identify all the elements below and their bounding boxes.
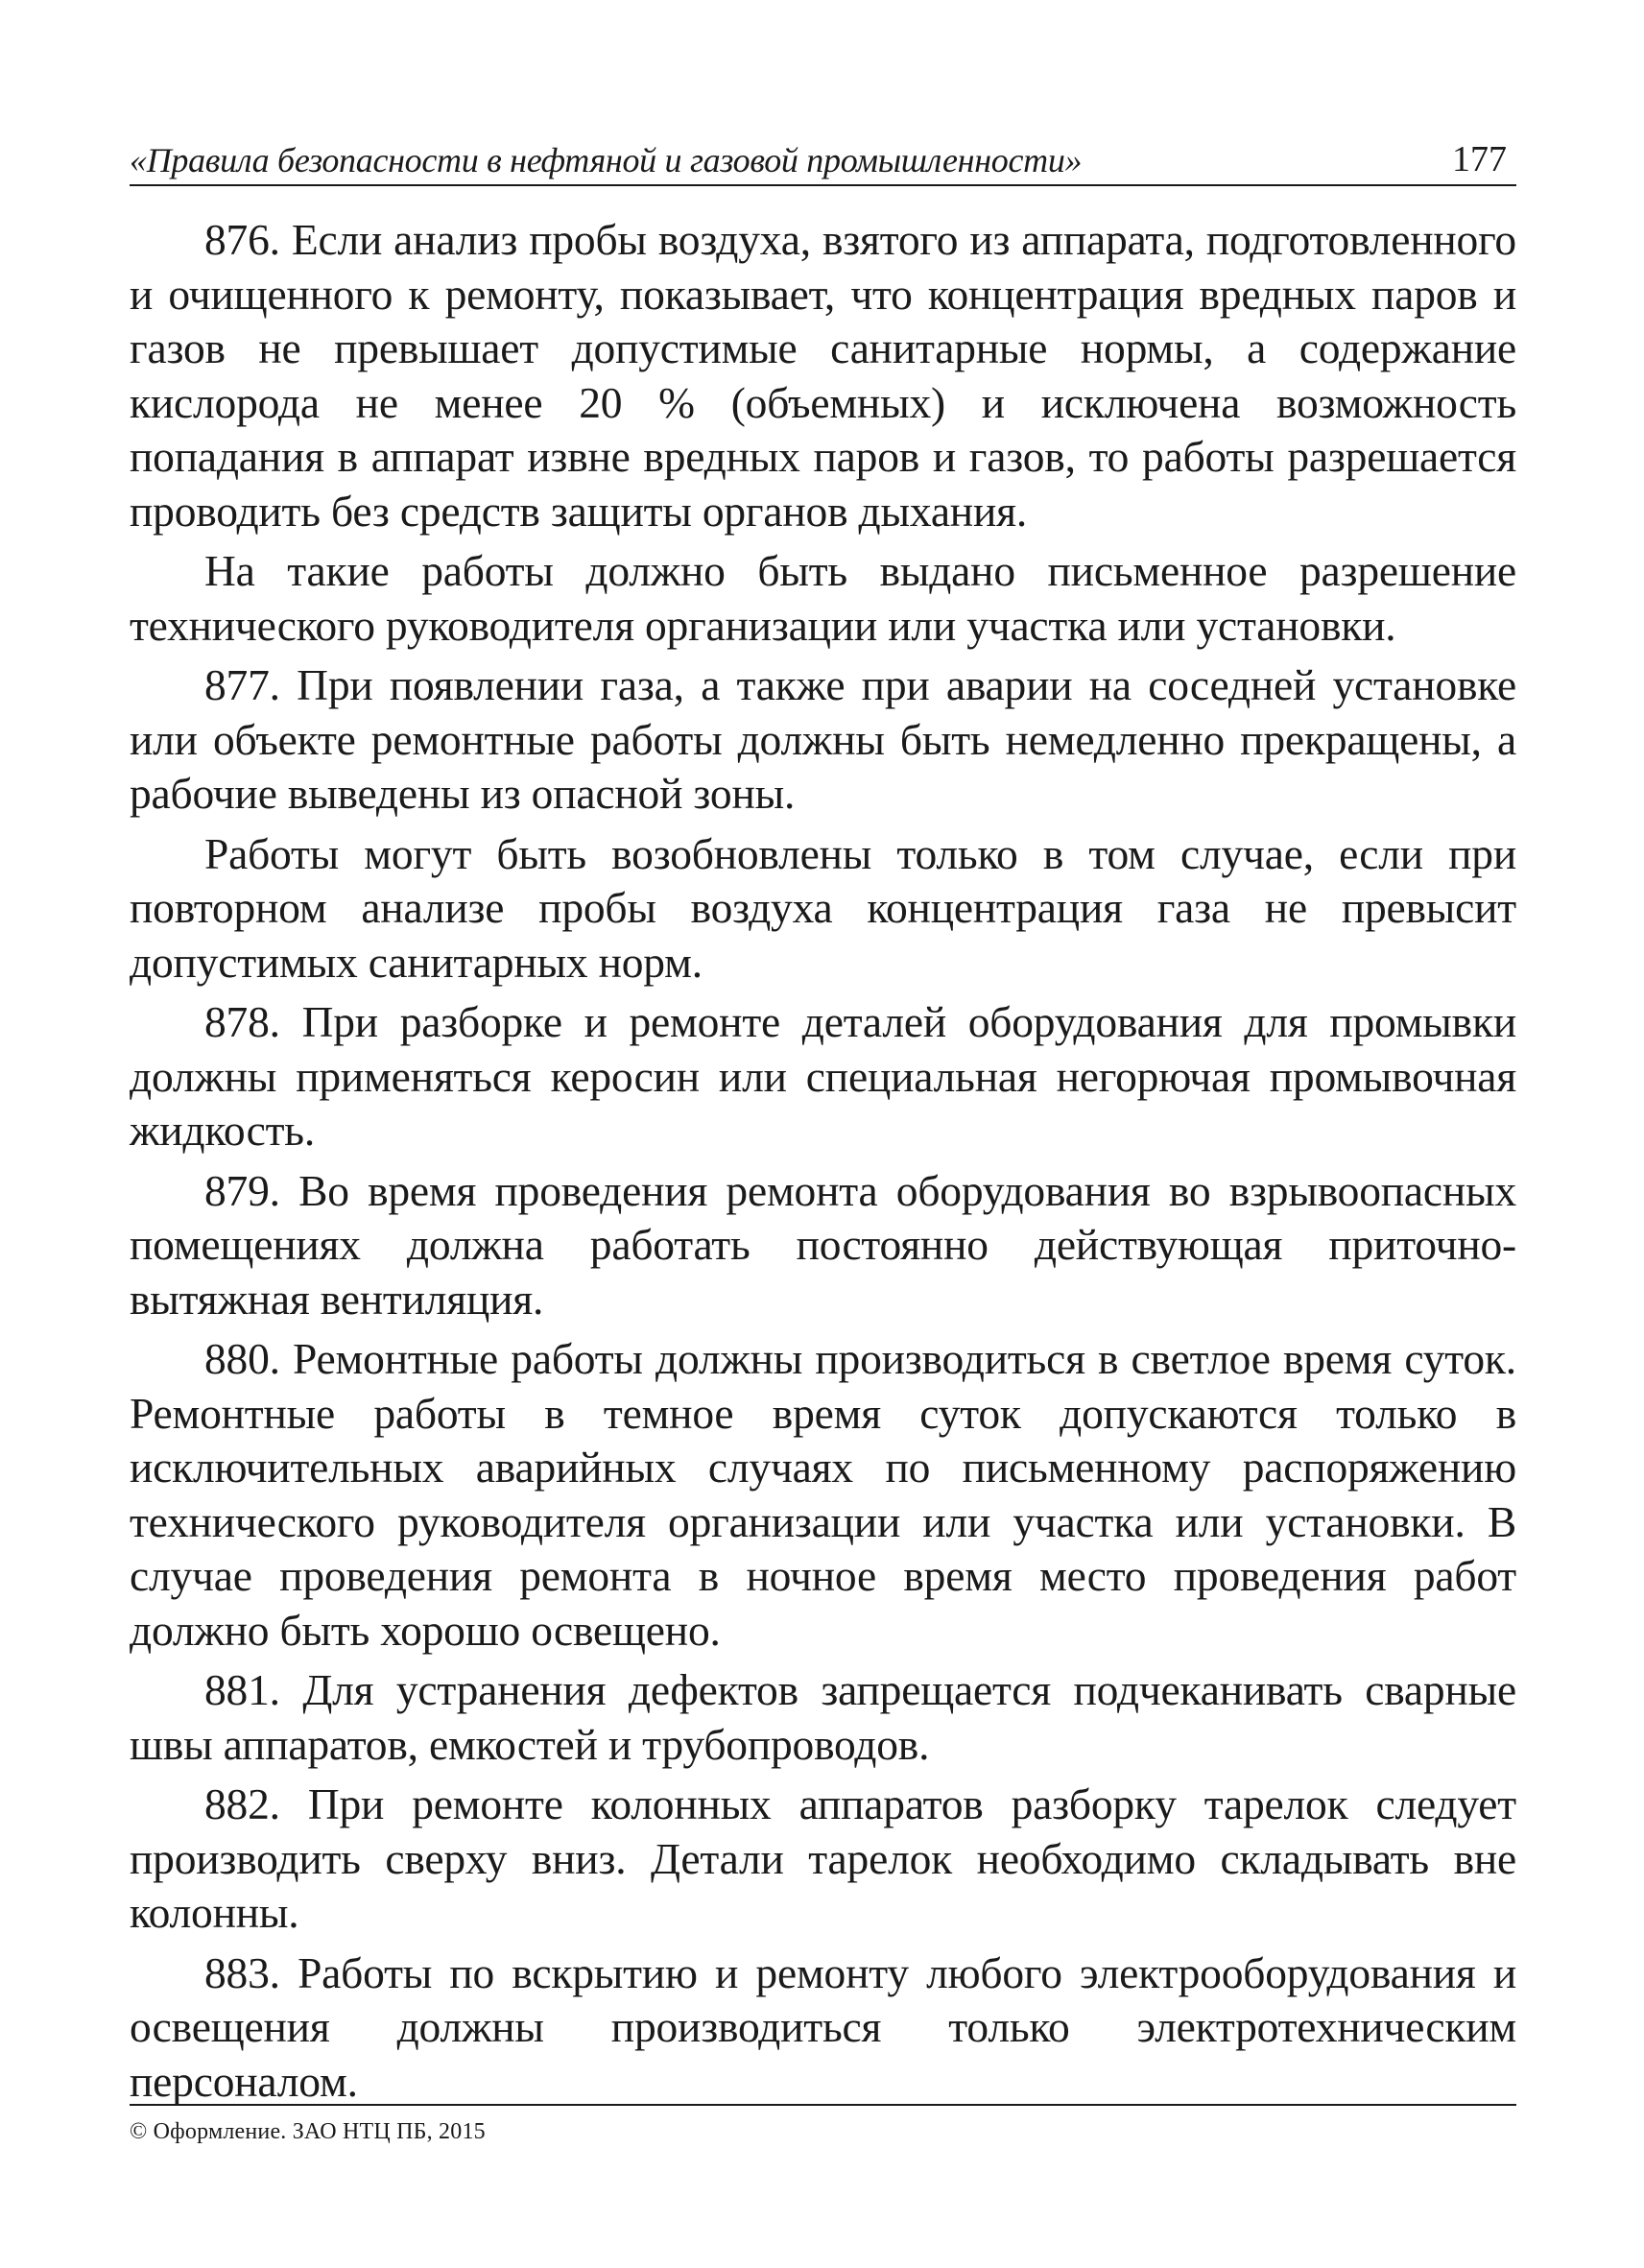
- page-footer: [130, 2104, 1516, 2145]
- running-header: [130, 125, 1516, 186]
- paragraph-880: 880. Ремонтные работы должны производиться в светлое время суток. Ремонтные работы в темное время суток допускаются только в исключительных аварийных случаях по письменному распоряжению технического руководителя организации или участка или установки. В случае проведения ремонта в ночное время место проведения работ должно быть хорошо освещено.: [130, 1334, 1516, 1655]
- paragraph-882: 882. При ремонте колонных аппаратов разборку тарелок следует производить сверху вниз. Детали тарелок необходимо складывать вне колонны.: [130, 1779, 1516, 1937]
- body-text: [130, 213, 1516, 2109]
- paragraph-877-resume: Работы могут быть возобновлены только в том случае, если при повторном анализе пробы воздуха концентрация газа не превысит допустимых санитарных норм.: [130, 828, 1516, 987]
- paragraph-879: 879. Во время проведения ремонта оборудования во взрывоопасных помещениях должна работать постоянно действующая приточно-вытяжная вентиляция.: [130, 1165, 1516, 1324]
- paragraph-878: 878. При разборке и ремонте деталей оборудования для промывки должны применяться керосин или специальная негорючая промывочная жидкость.: [130, 997, 1516, 1155]
- paragraph-876: 876. Если анализ пробы воздуха, взятого из аппарата, подготовленного и очищенного к ремонту, показывает, что концентрация вредных паров и газов не превышает допустимые санитарные нормы, а содержание кислорода не менее 20 % (объемных) и исключена возможность попадания в аппарат извне вредных паров и газов, то работы разрешается проводить без средств защиты органов дыхания.: [130, 215, 1516, 536]
- page-number: 177: [1452, 139, 1507, 179]
- paragraph-876-permit: На такие работы должно быть выдано письменное разрешение технического руководителя организации или участка или установки.: [130, 546, 1516, 650]
- paragraph-881: 881. Для устранения дефектов запрещается подчеканивать сварные швы аппаратов, емкостей и трубопроводов.: [130, 1665, 1516, 1769]
- document-page: [130, 125, 1516, 2114]
- paragraph-877: 877. При появлении газа, а также при аварии на соседней установке или объекте ремонтные работы должны быть немедленно прекращены, а рабочие выведены из опасной зоны.: [130, 660, 1516, 818]
- copyright-notice: © Оформление. ЗАО НТЦ ПБ, 2015: [130, 2119, 486, 2144]
- paragraph-883: 883. Работы по вскрытию и ремонту любого электрооборудования и освещения должны производиться только электротехническим персоналом.: [130, 1947, 1516, 2106]
- header-title: «Правила безопасности в нефтяной и газовой промышленности»: [130, 141, 1083, 179]
